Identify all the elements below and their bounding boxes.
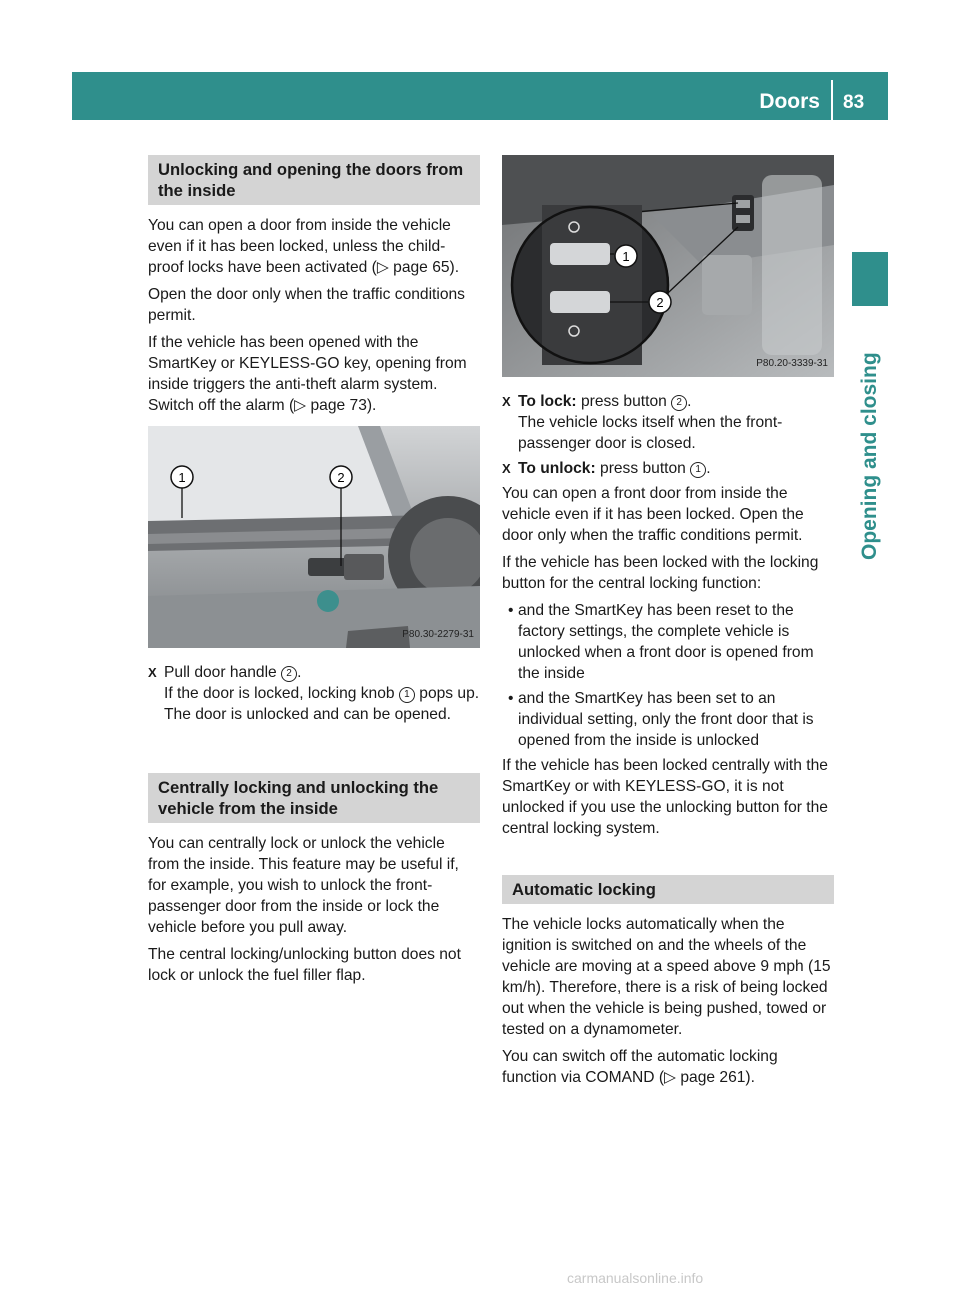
page-number: 83: [843, 92, 865, 113]
paragraph: You can open a door from inside the vehicle even if it has been locked, unless the child-proof locks have been activated (▷ page 65).: [148, 217, 460, 276]
paragraph: The central locking/unlocking button does not lock or unlock the fuel filler flap.: [148, 946, 461, 984]
chapter-label: Opening and closing: [858, 352, 881, 560]
paragraph: If the vehicle has been locked centrally with the SmartKey or with KEYLESS-GO, it is not unlocked if you use the unlocking button for the central locking system.: [502, 757, 828, 837]
paragraph: If the vehicle has been opened with the SmartKey or KEYLESS-GO key, opening from inside triggers the anti-theft alarm system. Switch off the alarm (▷ page 73).: [148, 334, 467, 414]
paragraph: You can centrally lock or unlock the vehicle from the inside. This feature may be useful if, for example, you wish to unlock the front-passenger door from the inside or lock the vehicle before you pull away.: [148, 835, 459, 936]
callout-1: 1: [622, 249, 630, 264]
step-pull-handle: X Pull door handle 2 . If the door is locked, locking knob 1 pops up. The door is unlocked and can be opened.: [148, 664, 480, 723]
chapter-tab: [852, 252, 888, 306]
watermark: carmanualsonline.info: [567, 1270, 704, 1286]
paragraph: Open the door only when the traffic conditions permit.: [148, 286, 465, 324]
paragraph: The vehicle locks automatically when the ignition is switched on and the wheels of the vehicle are moving at a speed above 9 mph (15 km/h). Therefore, there is a risk of being locked out when the vehicle is being pushed, towed or tested on a dynamometer.: [502, 916, 831, 1038]
callout-2: 2: [337, 470, 345, 485]
header-bar: [72, 72, 888, 120]
door-interior-illustration: [148, 426, 480, 648]
number-icon: 1: [690, 462, 706, 478]
paragraph: If the vehicle has been locked with the locking button for the central locking function:: [502, 554, 819, 592]
door-handle-photo: [148, 426, 480, 648]
number-icon: 1: [399, 687, 415, 703]
left-column: [148, 155, 480, 992]
bullet-icon: •: [508, 690, 514, 707]
image-code: P80.20-3339-31: [756, 358, 828, 369]
list-item: • and the SmartKey has been set to an individual setting, only the front door that is opened from the inside is unlocked: [508, 690, 814, 749]
heading-central-locking: Centrally locking and unlocking the vehicle from the inside: [148, 773, 480, 823]
right-column: [502, 145, 834, 1094]
step-lock: X To lock: press button 2 . The vehicle locks itself when the front-passenger door is closed.: [502, 393, 783, 452]
paragraph: You can open a front door from inside the vehicle even if it has been locked. Open the door only when the traffic conditions permit.: [502, 485, 804, 544]
image-code: P80.30-2279-31: [402, 629, 474, 640]
step-unlock: X To unlock: press button 1 .: [502, 460, 711, 477]
locking-button-photo: [502, 155, 834, 377]
step-arrow-icon: X: [148, 665, 157, 680]
callout-2: 2: [656, 295, 664, 310]
number-icon: 2: [671, 395, 687, 411]
heading-automatic-locking: Automatic locking: [502, 875, 834, 904]
paragraph: You can switch off the automatic locking function via COMAND (▷ page 261).: [502, 1048, 778, 1086]
step-arrow-icon: X: [502, 394, 511, 409]
bullet-icon: •: [508, 602, 514, 619]
locking-button-illustration: [502, 155, 834, 377]
header-separator: [831, 80, 833, 120]
callout-1: 1: [178, 470, 186, 485]
step-arrow-icon: X: [502, 461, 511, 476]
list-item: • and the SmartKey has been reset to the factory settings, the complete vehicle is unlocked when a front door is opened from the inside: [508, 602, 814, 682]
section-title: Doors: [759, 90, 820, 113]
number-icon: 2: [281, 666, 297, 682]
heading-unlocking-doors: Unlocking and opening the doors from the inside: [148, 155, 480, 205]
